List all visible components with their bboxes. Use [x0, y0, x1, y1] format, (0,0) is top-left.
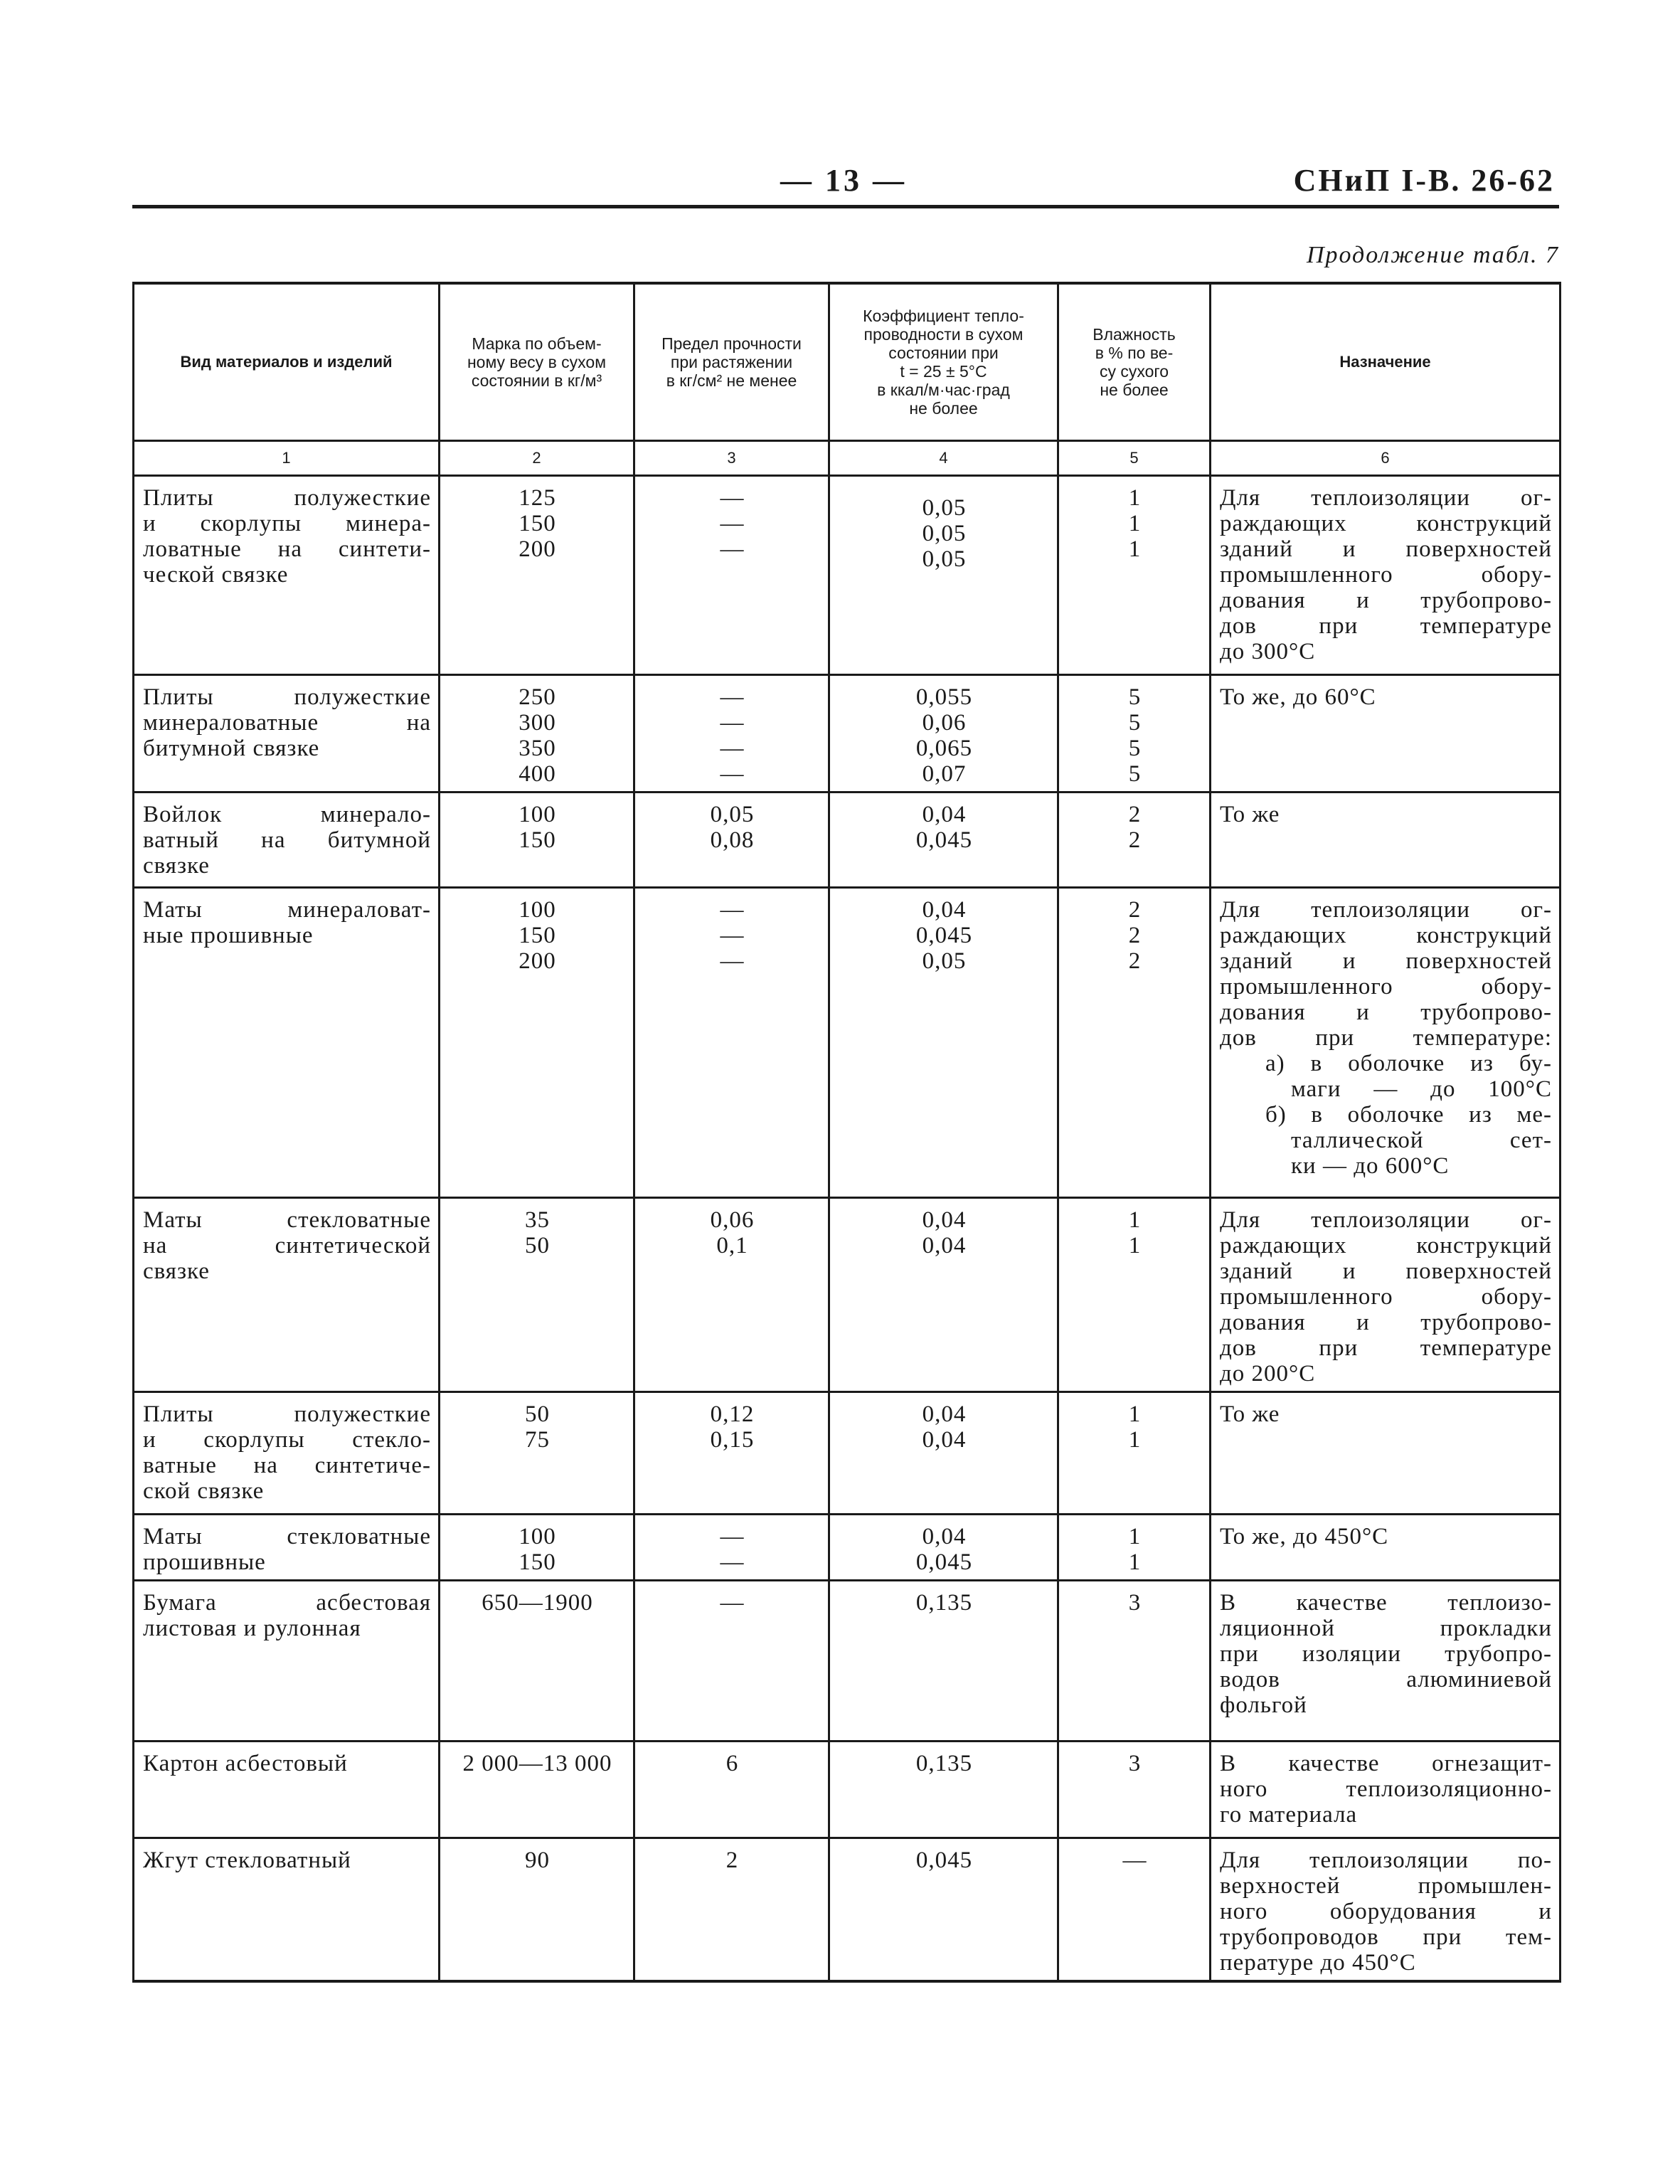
strength-value: —	[720, 923, 745, 948]
strength-value: —	[720, 511, 745, 536]
grade-value: 50	[525, 1233, 550, 1258]
strength-value: —	[720, 948, 745, 974]
purpose-line: промышленного обору-	[1220, 974, 1552, 1000]
purpose-line: дования и трубопрово-	[1220, 1310, 1552, 1335]
table-row	[134, 888, 1561, 1198]
grade-value: 75	[525, 1427, 550, 1453]
moisture-value: 1	[1128, 1401, 1142, 1427]
grade-cell	[440, 1742, 634, 1838]
purpose-line: Для теплоизоляции ог-	[1220, 1207, 1552, 1233]
strength-value: 0,12	[710, 1401, 755, 1427]
strength-value: 0,05	[710, 802, 755, 827]
material-name-cell	[134, 1742, 440, 1838]
column-number: 4	[829, 441, 1058, 476]
header-rule	[132, 205, 1559, 208]
conductivity-value: 0,05	[922, 495, 967, 521]
purpose-subline: таллической сет-	[1291, 1128, 1552, 1153]
purpose-line: го материала	[1220, 1802, 1358, 1828]
material-name-line: и скорлупы стекло-	[143, 1427, 431, 1453]
column-header-line: t = 25 ± 5°C	[900, 362, 987, 381]
moisture-value: 1	[1128, 536, 1142, 562]
document-code: СНиП I-В. 26-62	[1293, 163, 1555, 198]
moisture-value: 1	[1128, 1233, 1142, 1258]
strength-cell	[634, 1742, 829, 1838]
material-name-line: связке	[143, 1258, 210, 1284]
strength-value: —	[720, 736, 745, 761]
page-header	[132, 162, 1555, 205]
purpose-line: Для теплоизоляции ог-	[1220, 485, 1552, 511]
material-name-line: на синтетической	[143, 1233, 431, 1258]
moisture-value: 1	[1128, 1524, 1142, 1549]
grade-value: 150	[519, 1549, 556, 1575]
strength-cell	[634, 1392, 829, 1515]
conductivity-cell	[829, 1515, 1058, 1581]
conductivity-value: 0,07	[922, 761, 967, 787]
strength-cell	[634, 1515, 829, 1581]
purpose-line: То же	[1220, 1401, 1280, 1427]
table-row	[134, 675, 1561, 793]
material-name-line: ные прошивные	[143, 923, 314, 948]
conductivity-value: 0,055	[915, 684, 973, 710]
moisture-cell	[1058, 476, 1211, 675]
material-name-line: ской связке	[143, 1478, 265, 1504]
grade-value: 300	[519, 710, 556, 736]
table-row	[134, 1838, 1561, 1982]
purpose-line: зданий и поверхностей	[1220, 536, 1552, 562]
column-header-line: в кг/см² не менее	[666, 371, 797, 390]
material-name-cell	[134, 888, 440, 1198]
strength-cell	[634, 888, 829, 1198]
conductivity-cell	[829, 1742, 1058, 1838]
column-header-line: ному весу в сухом	[467, 353, 607, 371]
purpose-line: пературе до 450°C	[1220, 1950, 1416, 1976]
table-row	[134, 1581, 1561, 1742]
materials-table	[132, 282, 1561, 1983]
material-name-line: Маты минераловат-	[143, 897, 431, 923]
column-header-row	[134, 283, 1561, 441]
purpose-line: до 200°C	[1220, 1361, 1316, 1387]
conductivity-value: 0,04	[922, 802, 967, 827]
grade-cell	[440, 1581, 634, 1742]
material-name-line: Плиты полужесткие	[143, 485, 431, 511]
conductivity-value: 0,04	[922, 1207, 967, 1233]
purpose-line: зданий и поверхностей	[1220, 948, 1552, 974]
conductivity-cell	[829, 1838, 1058, 1982]
purpose-cell	[1211, 1838, 1561, 1982]
purpose-line: То же	[1220, 802, 1280, 827]
column-header-line: при растяжении	[670, 353, 793, 371]
material-name-line: Картон асбестовый	[143, 1751, 348, 1776]
purpose-line: ляционной прокладки	[1220, 1616, 1552, 1641]
moisture-value: 5	[1128, 761, 1142, 787]
column-header-line: су сухого	[1099, 362, 1169, 381]
column-header-strength	[634, 283, 829, 441]
strength-value: —	[720, 684, 745, 710]
column-header-purpose: Назначение	[1211, 283, 1561, 441]
conductivity-cell	[829, 1581, 1058, 1742]
table-row	[134, 1515, 1561, 1581]
conductivity-value: 0,04	[922, 897, 967, 923]
grade-value: 100	[519, 1524, 556, 1549]
page-number: — 13 —	[780, 163, 907, 198]
material-name-line: ватные на синтетиче-	[143, 1453, 431, 1478]
conductivity-cell	[829, 476, 1058, 675]
material-name-line: прошивные	[143, 1549, 266, 1575]
grade-cell	[440, 675, 634, 793]
purpose-line: до 300°C	[1220, 639, 1316, 664]
moisture-cell	[1058, 888, 1211, 1198]
purpose-subline: а) в оболочке из бу-	[1265, 1051, 1552, 1076]
table-row	[134, 1742, 1561, 1838]
table-row	[134, 476, 1561, 675]
grade-cell	[440, 888, 634, 1198]
grade-value: 400	[519, 761, 556, 787]
purpose-line: дов при температуре:	[1220, 1025, 1552, 1051]
column-header-line: не более	[1100, 381, 1169, 399]
purpose-subline: маги — до 100°C	[1291, 1076, 1552, 1102]
strength-value: 0,06	[710, 1207, 755, 1233]
strength-value: —	[720, 710, 745, 736]
purpose-line: раждающих конструкций	[1220, 1233, 1552, 1258]
column-header-line: Влажность	[1092, 325, 1176, 344]
purpose-line: раждающих конструкций	[1220, 923, 1552, 948]
conductivity-value: 0,05	[922, 546, 967, 572]
grade-value: 125	[519, 485, 556, 511]
material-name-line: Маты стекловатные	[143, 1524, 431, 1549]
purpose-line: Для теплоизоляции ог-	[1220, 897, 1552, 923]
column-number: 3	[634, 441, 829, 476]
grade-value: 150	[519, 511, 556, 536]
strength-cell	[634, 1198, 829, 1392]
grade-cell	[440, 1392, 634, 1515]
purpose-cell	[1211, 1581, 1561, 1742]
material-name-cell	[134, 1515, 440, 1581]
grade-value: 100	[519, 897, 556, 923]
purpose-cell	[1211, 1515, 1561, 1581]
purpose-line: дов при температуре	[1220, 1335, 1552, 1361]
grade-cell	[440, 793, 634, 888]
grade-value: 2 000—13 000	[462, 1751, 612, 1776]
material-name-line: битумной связке	[143, 736, 320, 761]
strength-value: 0,08	[710, 827, 755, 853]
strength-value: 0,1	[716, 1233, 748, 1258]
strength-value: —	[720, 1524, 745, 1549]
material-name-line: Маты стекловатные	[143, 1207, 431, 1233]
column-number-row	[134, 441, 1561, 476]
conductivity-cell	[829, 888, 1058, 1198]
strength-value: 2	[725, 1848, 739, 1873]
grade-cell	[440, 1838, 634, 1982]
purpose-cell	[1211, 1392, 1561, 1515]
strength-value: 6	[725, 1751, 739, 1776]
column-header-line: Марка по объем-	[472, 334, 602, 353]
column-header-line: состоянии при	[888, 344, 999, 362]
material-name-line: листовая и рулонная	[143, 1616, 361, 1641]
table-row	[134, 793, 1561, 888]
material-name-line: Бумага асбестовая	[143, 1590, 431, 1616]
grade-cell	[440, 1515, 634, 1581]
moisture-value: 2	[1128, 923, 1142, 948]
strength-cell	[634, 675, 829, 793]
column-number: 6	[1211, 441, 1561, 476]
grade-value: 50	[525, 1401, 550, 1427]
moisture-value: —	[1122, 1848, 1147, 1873]
material-name-cell	[134, 1581, 440, 1742]
conductivity-value: 0,045	[915, 923, 973, 948]
purpose-line: дов при температуре	[1220, 613, 1552, 639]
column-header-line: проводности в сухом	[863, 325, 1024, 344]
moisture-value: 1	[1128, 1207, 1142, 1233]
purpose-line: Для теплоизоляции по-	[1220, 1848, 1552, 1873]
moisture-cell	[1058, 1515, 1211, 1581]
moisture-value: 1	[1128, 485, 1142, 511]
purpose-line: водов алюминиевой	[1220, 1667, 1552, 1692]
material-name-cell	[134, 675, 440, 793]
column-header-line: Коэффициент тепло-	[863, 307, 1024, 325]
conductivity-value: 0,05	[922, 948, 967, 974]
table-continuation-label: Продолжение табл. 7	[1306, 242, 1559, 268]
moisture-cell	[1058, 1838, 1211, 1982]
material-name-cell	[134, 1838, 440, 1982]
moisture-cell	[1058, 793, 1211, 888]
moisture-value: 2	[1128, 827, 1142, 853]
purpose-line: трубопроводов при тем-	[1220, 1924, 1552, 1950]
purpose-subline: б) в оболочке из ме-	[1265, 1102, 1552, 1128]
moisture-cell	[1058, 1742, 1211, 1838]
material-name-line: ческой связке	[143, 562, 289, 588]
purpose-cell	[1211, 476, 1561, 675]
column-header-line: не более	[909, 399, 978, 418]
material-name-line: ловатные на синтети-	[143, 536, 431, 562]
purpose-line: раждающих конструкций	[1220, 511, 1552, 536]
conductivity-value: 0,135	[915, 1751, 973, 1776]
conductivity-cell	[829, 1392, 1058, 1515]
moisture-value: 2	[1128, 897, 1142, 923]
column-header-line: Предел прочности	[661, 334, 802, 353]
grade-value: 150	[519, 827, 556, 853]
grade-value: 350	[519, 736, 556, 761]
strength-value: —	[720, 1549, 745, 1575]
column-number: 2	[440, 441, 634, 476]
conductivity-value: 0,045	[915, 1549, 973, 1575]
purpose-line: промышленного обору-	[1220, 562, 1552, 588]
strength-value: 0,15	[710, 1427, 755, 1453]
grade-value: 90	[525, 1848, 550, 1873]
moisture-value: 3	[1128, 1590, 1142, 1616]
purpose-line: зданий и поверхностей	[1220, 1258, 1552, 1284]
column-header-conductivity	[829, 283, 1058, 441]
purpose-line: ного оборудования и	[1220, 1899, 1552, 1924]
conductivity-value: 0,04	[922, 1524, 967, 1549]
moisture-value: 1	[1128, 511, 1142, 536]
purpose-line: дования и трубопрово-	[1220, 1000, 1552, 1025]
strength-cell	[634, 1581, 829, 1742]
conductivity-value: 0,135	[915, 1590, 973, 1616]
moisture-value: 3	[1128, 1751, 1142, 1776]
purpose-line: верхностей промышлен-	[1220, 1873, 1552, 1899]
strength-value: —	[720, 897, 745, 923]
purpose-cell	[1211, 793, 1561, 888]
material-name-line: Плиты полужесткие	[143, 1401, 431, 1427]
purpose-line: То же, до 450°C	[1220, 1524, 1389, 1549]
grade-value: 100	[519, 802, 556, 827]
moisture-cell	[1058, 1198, 1211, 1392]
conductivity-value: 0,045	[915, 1848, 973, 1873]
moisture-value: 5	[1128, 710, 1142, 736]
grade-cell	[440, 1198, 634, 1392]
purpose-line: В качестве огнезащит-	[1220, 1751, 1552, 1776]
material-name-line: и скорлупы минера-	[143, 511, 431, 536]
table-row	[134, 1198, 1561, 1392]
column-header-moisture	[1058, 283, 1211, 441]
column-header-line: в % по ве-	[1095, 344, 1174, 362]
conductivity-value: 0,04	[922, 1233, 967, 1258]
material-name-cell	[134, 793, 440, 888]
material-name-line: минераловатные на	[143, 710, 431, 736]
strength-cell	[634, 793, 829, 888]
purpose-cell	[1211, 1742, 1561, 1838]
material-name-line: связке	[143, 853, 210, 879]
material-name-cell	[134, 476, 440, 675]
purpose-line: фольгой	[1220, 1692, 1307, 1718]
conductivity-value: 0,065	[915, 736, 973, 761]
column-number: 1	[134, 441, 440, 476]
purpose-line: То же, до 60°C	[1220, 684, 1376, 710]
moisture-value: 2	[1128, 948, 1142, 974]
material-name-line: Плиты полужесткие	[143, 684, 431, 710]
grade-value: 250	[519, 684, 556, 710]
column-header-grade	[440, 283, 634, 441]
conductivity-value: 0,05	[922, 521, 967, 546]
strength-value: —	[720, 1590, 745, 1616]
column-header-material: Вид материалов и изделий	[134, 283, 440, 441]
conductivity-value: 0,04	[922, 1427, 967, 1453]
strength-value: —	[720, 761, 745, 787]
table-row	[134, 1392, 1561, 1515]
grade-cell	[440, 476, 634, 675]
strength-cell	[634, 476, 829, 675]
purpose-subline: ки — до 600°C	[1291, 1153, 1450, 1179]
strength-cell	[634, 1838, 829, 1982]
moisture-value: 1	[1128, 1549, 1142, 1575]
moisture-value: 5	[1128, 736, 1142, 761]
purpose-line: дования и трубопрово-	[1220, 588, 1552, 613]
conductivity-cell	[829, 1198, 1058, 1392]
grade-value: 200	[519, 948, 556, 974]
material-name-line: Жгут стекловатный	[143, 1848, 351, 1873]
moisture-cell	[1058, 675, 1211, 793]
grade-value: 650—1900	[482, 1590, 593, 1616]
purpose-line: промышленного обору-	[1220, 1284, 1552, 1310]
moisture-cell	[1058, 1392, 1211, 1515]
strength-value: —	[720, 536, 745, 562]
moisture-value: 1	[1128, 1427, 1142, 1453]
conductivity-cell	[829, 793, 1058, 888]
conductivity-value: 0,04	[922, 1401, 967, 1427]
strength-value: —	[720, 485, 745, 511]
grade-value: 200	[519, 536, 556, 562]
conductivity-cell	[829, 675, 1058, 793]
grade-value: 35	[525, 1207, 550, 1233]
column-header-line: состоянии в кг/м³	[471, 371, 602, 390]
moisture-value: 2	[1128, 802, 1142, 827]
material-name-cell	[134, 1392, 440, 1515]
conductivity-value: 0,045	[915, 827, 973, 853]
grade-value: 150	[519, 923, 556, 948]
conductivity-value: 0,06	[922, 710, 967, 736]
purpose-line: ного теплоизоляционно-	[1220, 1776, 1552, 1802]
purpose-cell	[1211, 888, 1561, 1198]
column-header-line: в ккал/м·час·град	[877, 381, 1010, 399]
material-name-line: ватный на битумной	[143, 827, 431, 853]
material-name-cell	[134, 1198, 440, 1392]
purpose-line: при изоляции трубопро-	[1220, 1641, 1552, 1667]
moisture-value: 5	[1128, 684, 1142, 710]
purpose-cell	[1211, 1198, 1561, 1392]
purpose-cell	[1211, 675, 1561, 793]
column-number: 5	[1058, 441, 1211, 476]
moisture-cell	[1058, 1581, 1211, 1742]
purpose-line: В качестве теплоизо-	[1220, 1590, 1552, 1616]
material-name-line: Войлок минерало-	[143, 802, 431, 827]
